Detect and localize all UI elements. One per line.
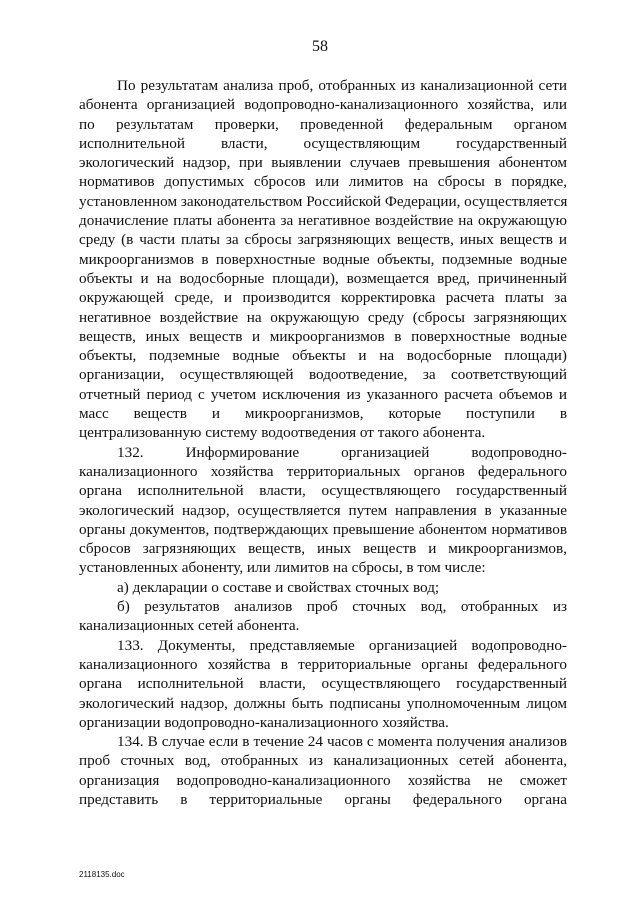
- text-line: экологический надзор, осуществляется путем направления в указанные: [79, 501, 567, 519]
- footer-filename: 2118135.doc: [79, 870, 125, 879]
- text-line: нормативов допустимых сбросов или лимитов на сбросы в порядке,: [79, 173, 567, 191]
- text-line: 134. В случае если в течение 24 часов с момента получения анализов: [117, 733, 567, 751]
- text-line: органа исполнительной власти, осуществляющего государственный: [79, 482, 567, 500]
- text-line: масс веществ и микроорганизмов, которые поступили в: [79, 405, 567, 423]
- text-line: а) декларации о составе и свойствах сточных вод;: [117, 578, 440, 596]
- text-line: централизованную систему водоотведения от такого абонента.: [79, 424, 486, 442]
- text-line: канализационных сетей абонента.: [79, 617, 300, 635]
- text-line: организация водопроводно-канализационного хозяйства не сможет: [79, 771, 567, 789]
- text-line: веществ, иных веществ и микроорганизмов в поверхностные водные: [79, 327, 567, 345]
- text-line: представить в территориальные органы федерального органа: [79, 790, 567, 808]
- text-line: канализационного хозяйства территориальных органов федерального: [79, 462, 567, 480]
- text-line: экологический надзор, должны быть подписаны уполномоченным лицом: [79, 694, 567, 712]
- text-line: органы документов, подтверждающих превышение абонентом нормативов: [79, 520, 567, 538]
- text-line: канализационного хозяйства в территориальные органы федерального: [79, 655, 567, 673]
- text-line: органа исполнительной власти, осуществляющего государственный: [79, 675, 567, 693]
- text-line: экологический надзор, при выявлении случаев превышения абонентом: [79, 154, 567, 172]
- body-text: [79, 76, 567, 809]
- text-line: По результатам анализа проб, отобранных из канализационной сети: [117, 77, 567, 94]
- text-line: организации, осуществляющей водоотведение, за соответствующий: [79, 366, 567, 384]
- text-line: объекты, подземные водные объекты и на водосборные площади): [79, 347, 567, 365]
- text-line: исполнительной власти, осуществляющим государственный: [79, 134, 567, 152]
- text-line: сбросов загрязняющих веществ, иных веществ и микроорганизмов,: [79, 540, 567, 558]
- text-line: по результатам проверки, проведенной федеральным органом: [79, 115, 567, 133]
- text-line: объекты и на водосборные площади), возмещается вред, причиненный: [79, 269, 567, 287]
- text-line: микроорганизмов в поверхностные водные объекты, подземные водные: [79, 250, 567, 268]
- text-line: отчетный период с учетом исключения из указанного расчета объемов и: [79, 385, 567, 403]
- page-number: 58: [312, 38, 328, 55]
- text-line: окружающей среде, и производится корректировка расчета платы за: [79, 289, 567, 307]
- text-line: 132. Информирование организацией водопроводно-: [117, 443, 567, 461]
- text-line: б) результатов анализов проб сточных вод, отобранных из: [117, 598, 567, 616]
- text-line: среду (в части платы за сбросы загрязняющих веществ, иных веществ и: [79, 231, 567, 249]
- text-line: установленных абоненту, или лимитов на сбросы, в том числе:: [79, 559, 486, 577]
- text-line: негативное воздействие на окружающую среду (сбросы загрязняющих: [79, 308, 567, 326]
- text-line: организации водопроводно-канализационного хозяйства.: [79, 713, 449, 731]
- text-line: установленном законодательством Российской Федерации, осуществляется: [79, 192, 568, 210]
- text-line: 133. Документы, представляемые организацией водопроводно-: [117, 636, 567, 654]
- text-line: проб сточных вод, отобранных из канализационных сетей абонента,: [79, 752, 567, 770]
- text-line: абонента организацией водопроводно-канализационного хозяйства, или: [79, 96, 567, 114]
- text-line: доначисление платы абонента за негативное воздействие на окружающую: [79, 212, 567, 230]
